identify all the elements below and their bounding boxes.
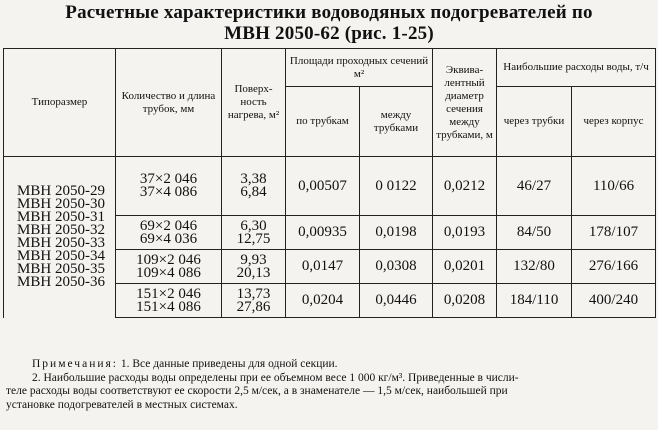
table-title: [0, 2, 658, 44]
row-surface: 9,93: [240, 251, 267, 268]
equiv-cell: 0,0193: [433, 216, 497, 250]
area-between-cell: 0,0446: [360, 284, 433, 318]
row-tubes: 109×4 086: [136, 264, 201, 281]
area-tubes-cell: 0,00507: [286, 157, 360, 216]
equiv-cell: 0,0201: [433, 250, 497, 284]
row-tubes: 151×4 086: [136, 298, 201, 315]
header-flows: Наибольшие расходы воды, т/ч: [497, 49, 656, 87]
row-surface: 13,73: [236, 285, 271, 302]
row-tubes: 69×2 046: [139, 217, 198, 234]
note-4: установке подогревателей в местных системах.: [6, 398, 238, 411]
surface-cell: [222, 284, 286, 318]
surface-cell: [222, 216, 286, 250]
row-surface: 6,84: [240, 184, 267, 200]
row-type: МВН 2050-33: [17, 235, 105, 252]
note-2: 2. Наибольшие расходы воды определены при ее объемном весе 1 000 кг/м³. Приведенные в числи-: [32, 371, 519, 384]
area-between-cell: 0,0308: [360, 250, 433, 284]
equiv-cell: 0,0212: [433, 157, 497, 216]
header-flow-tubes: через трубки: [497, 87, 572, 157]
flow-tubes-cell: 184/110: [497, 284, 572, 318]
flow-body-cell: 178/107: [572, 216, 656, 250]
header-count: Количество и длина трубок, мм: [116, 49, 222, 157]
row-type: МВН 2050-32: [17, 222, 105, 239]
tubes-cell: [116, 250, 222, 284]
tubes-cell: [116, 157, 222, 216]
header-surface: Поверх-ность нагрева, м²: [222, 49, 286, 157]
row-type: МВН 2050-31: [17, 209, 105, 226]
flow-body-cell: 276/166: [572, 250, 656, 284]
header-equiv: Эквива-лентный диаметр сечения между трубками, м: [433, 49, 497, 157]
area-tubes-cell: 0,00935: [286, 216, 360, 250]
surface-cell: [222, 250, 286, 284]
header-areas: Площади проходных сечений м²: [286, 49, 433, 87]
flow-tubes-cell: 46/27: [497, 157, 572, 216]
title-line-1: Расчетные характеристики водоводяных подогревателей по: [65, 2, 593, 23]
flow-tubes-cell: 132/80: [497, 250, 572, 284]
row-tubes: 151×2 046: [136, 285, 201, 302]
flow-tubes-cell: 84/50: [497, 216, 572, 250]
row-type: МВН 2050-36: [17, 274, 105, 291]
row-surface: 12,75: [236, 230, 271, 247]
flow-body-cell: 400/240: [572, 284, 656, 318]
row-tubes: 37×2 046: [139, 171, 198, 187]
row-tubes: 37×4 086: [139, 184, 198, 200]
row-type: МВН 2050-35: [17, 261, 105, 278]
header-flow-body: через корпус: [572, 87, 656, 157]
note-1: [6, 358, 656, 372]
notes: [6, 358, 656, 412]
row-type: МВН 2050-34: [17, 248, 105, 265]
flow-body-cell: 110/66: [572, 157, 656, 216]
notes-label: Примечания:: [32, 358, 118, 370]
row-tubes: 69×4 036: [139, 230, 198, 247]
area-between-cell: 0 0122: [360, 157, 433, 216]
row-type: МВН 2050-29: [17, 183, 105, 200]
row-surface: 20,13: [236, 264, 271, 281]
area-tubes-cell: 0,0147: [286, 250, 360, 284]
header-areas-tubes: по трубкам: [286, 87, 360, 157]
type-column: [4, 157, 116, 318]
header-type: Типоразмер: [4, 49, 116, 157]
tubes-cell: [116, 216, 222, 250]
equiv-cell: 0,0208: [433, 284, 497, 318]
row-surface: 27,86: [236, 298, 271, 315]
row-surface: 3,38: [240, 171, 267, 187]
area-between-cell: 0,0198: [360, 216, 433, 250]
characteristics-table: [3, 48, 656, 318]
surface-cell: [222, 157, 286, 216]
area-tubes-cell: 0,0204: [286, 284, 360, 318]
note-1-text: 1. Все данные приведены для одной секции.: [118, 358, 338, 370]
header-areas-between: между трубками: [360, 87, 433, 157]
row-surface: 6,30: [240, 217, 267, 234]
table-row-group: [4, 157, 656, 216]
note-3: теле расходы воды соответствуют ее скорости 2,5 м/сек, а в знаменателе — 1,5 м/сек, наибольшей при: [6, 385, 508, 397]
title-line-2: МВН 2050-62 (рис. 1-25): [224, 23, 434, 44]
tubes-cell: [116, 284, 222, 318]
row-type: МВН 2050-30: [17, 196, 105, 213]
row-tubes: 109×2 046: [136, 251, 201, 268]
